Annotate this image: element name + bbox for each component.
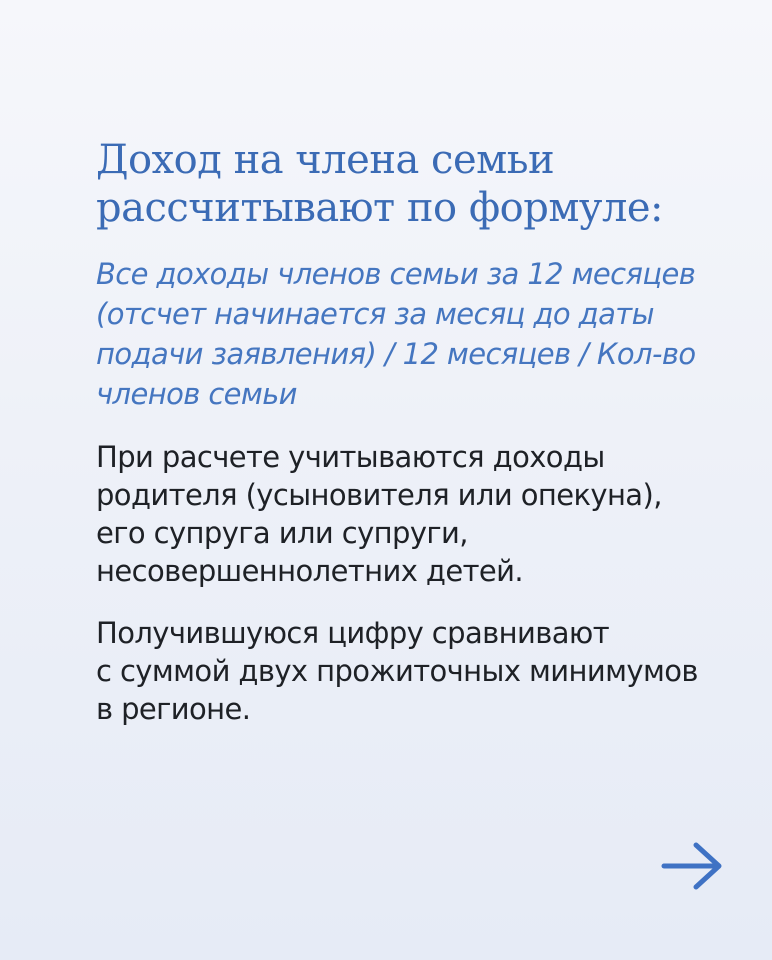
paragraph-line: с суммой двух прожиточных минимумов bbox=[96, 654, 698, 688]
formula-line: членов семьи bbox=[96, 377, 297, 411]
slide-heading bbox=[96, 136, 736, 232]
heading-line: Доход на члена семьи bbox=[96, 137, 555, 183]
paragraph-line: Получившуюся цифру сравнивают bbox=[96, 616, 609, 650]
paragraph-line: его супруга или супруги, bbox=[96, 516, 468, 550]
income-sources-paragraph bbox=[96, 438, 736, 590]
arrow-right-icon bbox=[660, 840, 726, 892]
heading-line: рассчитывают по формуле: bbox=[96, 185, 664, 231]
paragraph-line: родителя (усыновителя или опекуна), bbox=[96, 478, 662, 512]
formula-text bbox=[96, 254, 736, 414]
formula-line: подачи заявления) / 12 месяцев / Кол-во bbox=[96, 337, 696, 371]
paragraph-line: в регионе. bbox=[96, 692, 251, 726]
paragraph-line: При расчете учитываются доходы bbox=[96, 440, 605, 474]
comparison-paragraph bbox=[96, 614, 736, 728]
formula-line: (отсчет начинается за месяц до даты bbox=[96, 297, 654, 331]
next-slide-button[interactable] bbox=[660, 840, 726, 892]
paragraph-line: несовершеннолетних детей. bbox=[96, 554, 524, 588]
formula-line: Все доходы членов семьи за 12 месяцев bbox=[96, 257, 696, 291]
slide-content bbox=[96, 136, 736, 728]
